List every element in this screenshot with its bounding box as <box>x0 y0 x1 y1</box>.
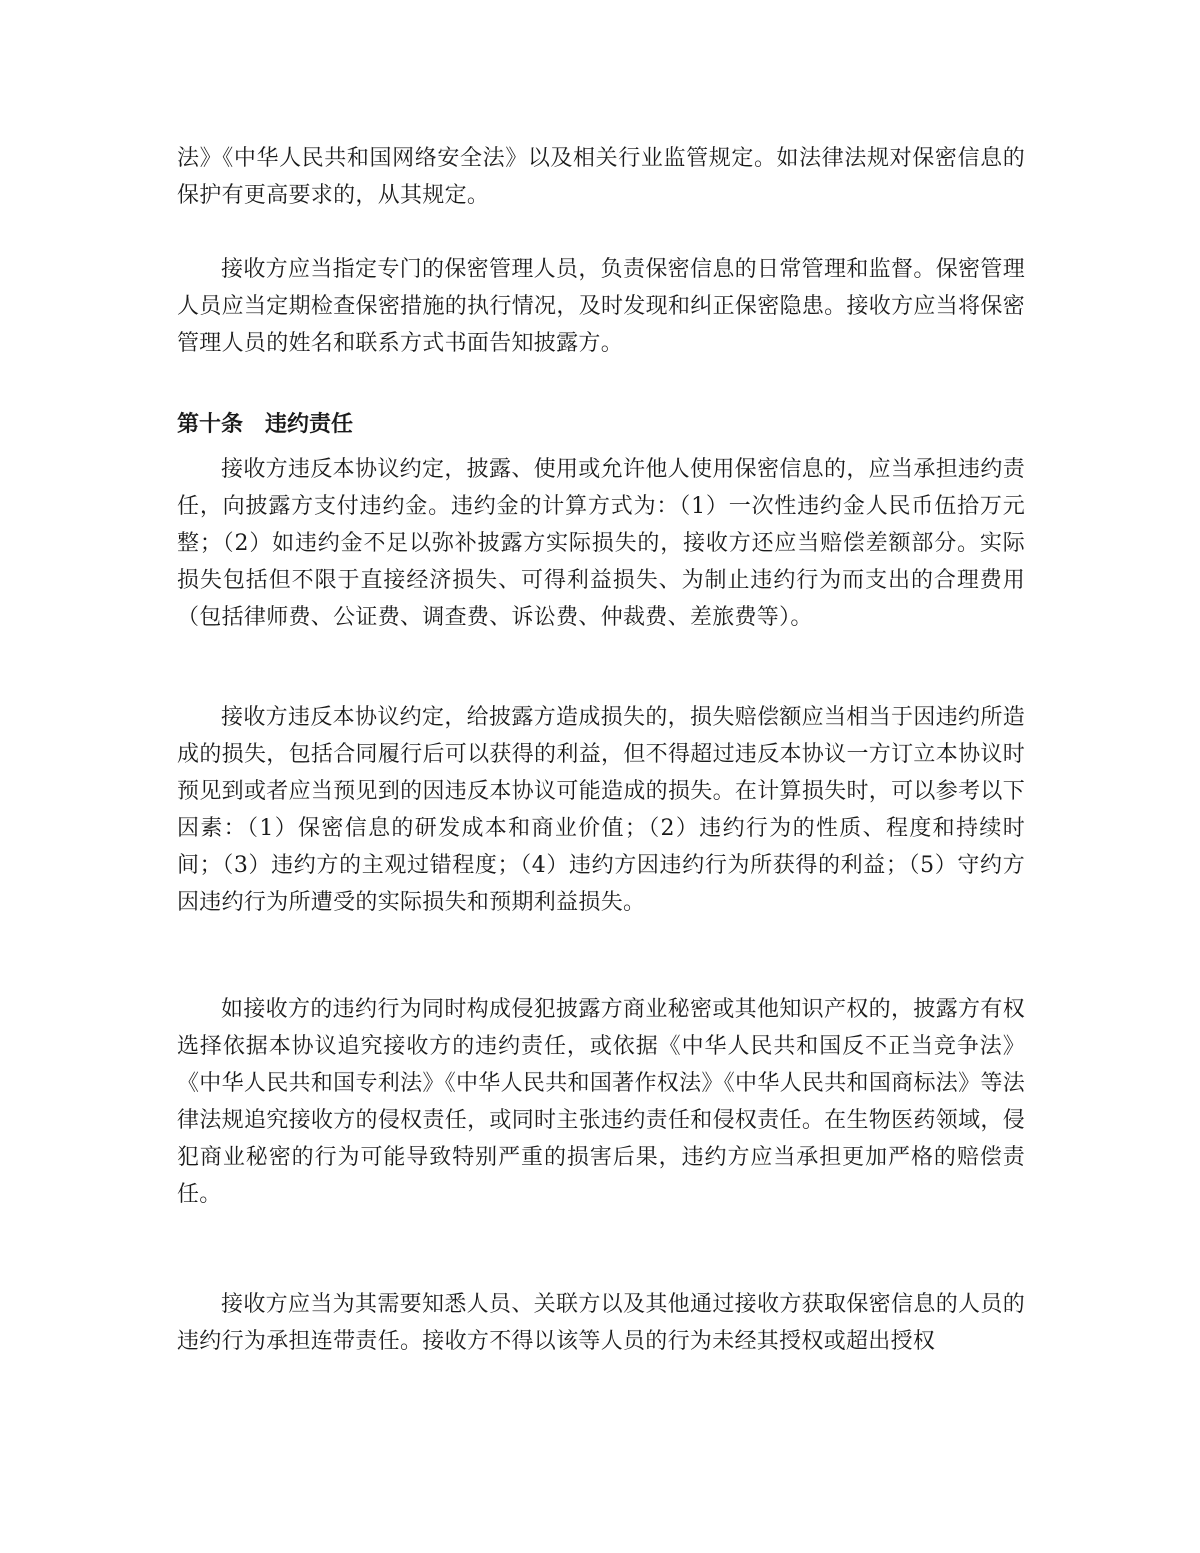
paragraph-loss-compensation: 接收方违反本协议约定，给披露方造成损失的，损失赔偿额应当相当于因违约所造成的损失，包括合同履行后可以获得的利益，但不得超过违反本协议一方订立本协议时预见到或者应当预见到的因违反本协议可能造成的损失。在计算损失时，可以参考以下因素：（1）保密信息的研发成本和商业价值；（2）违约行为的性质、程度和持续时间；（3）违约方的主观过错程度；（4）违约方因违约行为所获得的利益；（5）守约方因违约行为所遭受的实际损失和预期利益损失。 <box>177 705 1025 915</box>
paragraph-infringement: 如接收方的违约行为同时构成侵犯披露方商业秘密或其他知识产权的，披露方有权选择依据本协议追究接收方的违约责任，或依据《中华人民共和国反不正当竞争法》《中华人民共和国专利法》《中华人民共和国著作权法》《中华人民共和国商标法》等法律法规追究接收方的侵权责任，或同时主张违约责任和侵权责任。在生物医药领域，侵犯商业秘密的行为可能导致特别严重的损害后果，违约方应当承担更加严格的赔偿责任。 <box>177 997 1025 1207</box>
paragraph-joint-liability: 接收方应当为其需要知悉人员、关联方以及其他通过接收方获取保密信息的人员的违约行为承担连带责任。接收方不得以该等人员的行为未经其授权或超出授权 <box>177 1292 1025 1354</box>
section-heading-article-10: 第十条 违约责任 <box>177 412 354 437</box>
paragraph-confidentiality-manager: 接收方应当指定专门的保密管理人员，负责保密信息的日常管理和监督。保密管理人员应当定期检查保密措施的执行情况，及时发现和纠正保密隐患。接收方应当将保密管理人员的姓名和联系方式书面告知披露方。 <box>177 257 1025 356</box>
paragraph-liquidated-damages: 接收方违反本协议约定，披露、使用或允许他人使用保密信息的，应当承担违约责任，向披露方支付违约金。违约金的计算方式为：（1）一次性违约金人民币伍拾万元整；（2）如违约金不足以弥补披露方实际损失的，接收方还应当赔偿差额部分。实际损失包括但不限于直接经济损失、可得利益损失、为制止违约行为而支出的合理费用（包括律师费、公证费、调查费、诉讼费、仲裁费、差旅费等）。 <box>177 457 1025 630</box>
continuation-paragraph: 法》《中华人民共和国网络安全法》以及相关行业监管规定。如法律法规对保密信息的保护有更高要求的，从其规定。 <box>177 146 1025 208</box>
